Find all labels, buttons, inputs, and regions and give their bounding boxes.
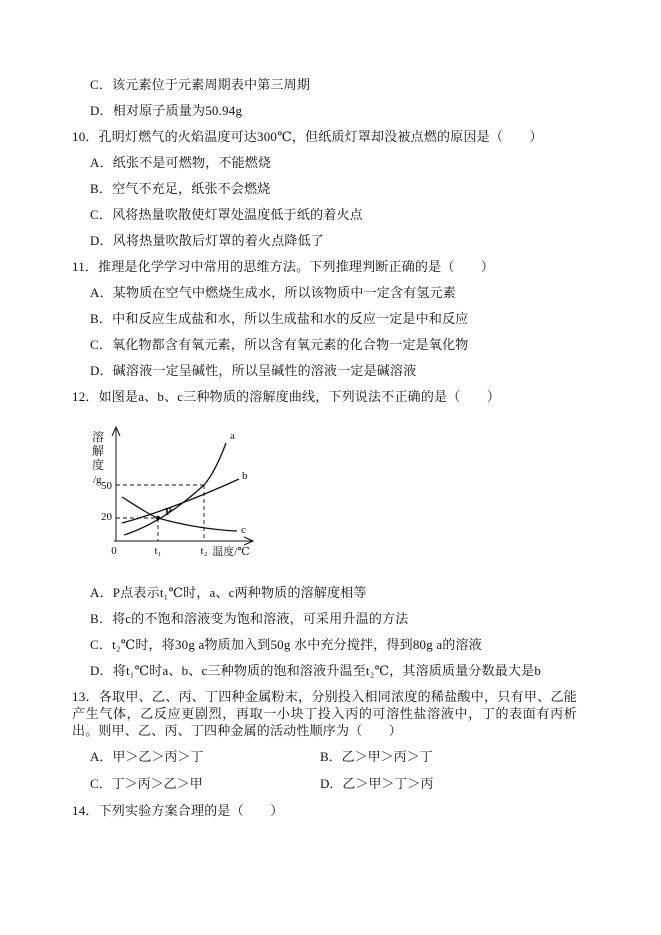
q10-option-a: A．纸张不是可燃物，不能燃烧 bbox=[90, 155, 272, 170]
q10-stem: 10．孔明灯燃气的火焰温度可达300℃，但纸质灯罩却没被点燃的原因是（ ） bbox=[72, 129, 543, 144]
x-axis-label: 温度/℃ bbox=[212, 546, 250, 558]
question-11 bbox=[72, 258, 577, 379]
q13-option-d: D．乙＞甲＞丁＞丙 bbox=[320, 776, 434, 791]
q12-option-c: C．t₂℃时，将30g a物质加入到50g 水中充分搅拌，得到80g a的溶液 bbox=[90, 637, 482, 652]
prev-question-option-d: D．相对原子质量为50.94g bbox=[90, 103, 243, 118]
q11-option-b: B．中和反应生成盐和水，所以生成盐和水的反应一定是中和反应 bbox=[90, 311, 469, 326]
curve-b-label: b bbox=[242, 470, 248, 482]
q13-options-row-1 bbox=[72, 748, 577, 765]
question-13 bbox=[72, 688, 577, 792]
q13-option-b: B．乙＞甲＞丙＞丁 bbox=[320, 749, 433, 764]
q13-option-a: A．甲＞乙＞丙＞丁 bbox=[90, 749, 204, 764]
point-p-label: P bbox=[165, 506, 172, 518]
q12-option-d: D．将t₁℃时a、b、c三种物质的饱和溶液升温至t₂℃，其溶质质量分数最大是b bbox=[90, 663, 542, 678]
q11-option-a: A．某物质在空气中燃烧生成水，所以该物质中一定含有氢元素 bbox=[90, 285, 456, 300]
q11-option-c: C．氧化物都含有氧元素，所以含有氧元素的化合物一定是氧化物 bbox=[90, 337, 469, 352]
y-axis-label-char1: 溶 bbox=[92, 430, 105, 444]
curve-c-label: c bbox=[241, 524, 246, 536]
q10-option-b: B．空气不充足，纸张不会燃烧 bbox=[90, 181, 271, 196]
question-14 bbox=[72, 802, 577, 819]
y-axis-label-char2: 解 bbox=[92, 444, 105, 458]
q10-option-d: D．风将热量吹散后灯罩的着火点降低了 bbox=[90, 233, 324, 248]
question-12 bbox=[72, 388, 577, 679]
curve-a bbox=[124, 443, 226, 535]
x-tick-t2: t₂ bbox=[200, 545, 208, 557]
question-10 bbox=[72, 128, 577, 249]
q11-option-d: D．碱溶液一定呈碱性，所以呈碱性的溶液一定是碱溶液 bbox=[90, 363, 417, 378]
curve-c bbox=[122, 497, 237, 531]
q11-stem: 11．推理是化学学习中常用的思维方法。下列推理判断正确的是（ ） bbox=[72, 259, 495, 274]
x-tick-0: 0 bbox=[111, 545, 117, 557]
q12-stem: 12．如图是a、b、c三种物质的溶解度曲线，下列说法不正确的是（ ） bbox=[72, 389, 501, 404]
q13-stem: 13．各取甲、乙、丙、丁四种金属粉末，分别投入相同浓度的稀盐酸中，只有甲、乙能产生气体，乙反应更剧烈，再取一小块丁投入丙的可溶性盐溶液中，丁的表面有丙析出。则甲、乙、丙、丁四种金属的活动性顺序为（ ） bbox=[72, 689, 577, 738]
q14-stem: 14．下列实验方案合理的是（ ） bbox=[72, 803, 284, 818]
q13-option-c: C．丁＞丙＞乙＞甲 bbox=[90, 776, 203, 791]
x-tick-t1: t₁ bbox=[154, 545, 162, 557]
y-tick-20: 20 bbox=[101, 511, 112, 523]
curve-b bbox=[122, 479, 239, 523]
curve-a-label: a bbox=[230, 430, 235, 442]
y-axis-label-char3: 度 bbox=[92, 458, 105, 472]
y-axis-label-unit: /g bbox=[93, 474, 102, 486]
prev-question-option-c: C．该元素位于元素周期表中第三周期 bbox=[90, 77, 311, 92]
solubility-curve-svg bbox=[84, 419, 269, 567]
solubility-curve-figure bbox=[84, 419, 577, 572]
q12-option-a: A．P点表示t₁℃时，a、c两种物质的溶解度相等 bbox=[90, 585, 367, 600]
q12-option-b: B．将c的不饱和溶液变为饱和溶液，可采用升温的方法 bbox=[90, 611, 409, 626]
y-tick-50: 50 bbox=[101, 480, 112, 492]
point-p bbox=[156, 516, 160, 520]
q13-options-row-2 bbox=[72, 775, 577, 792]
q10-option-c: C．风将热量吹散使灯罩处温度低于纸的着火点 bbox=[90, 207, 363, 222]
